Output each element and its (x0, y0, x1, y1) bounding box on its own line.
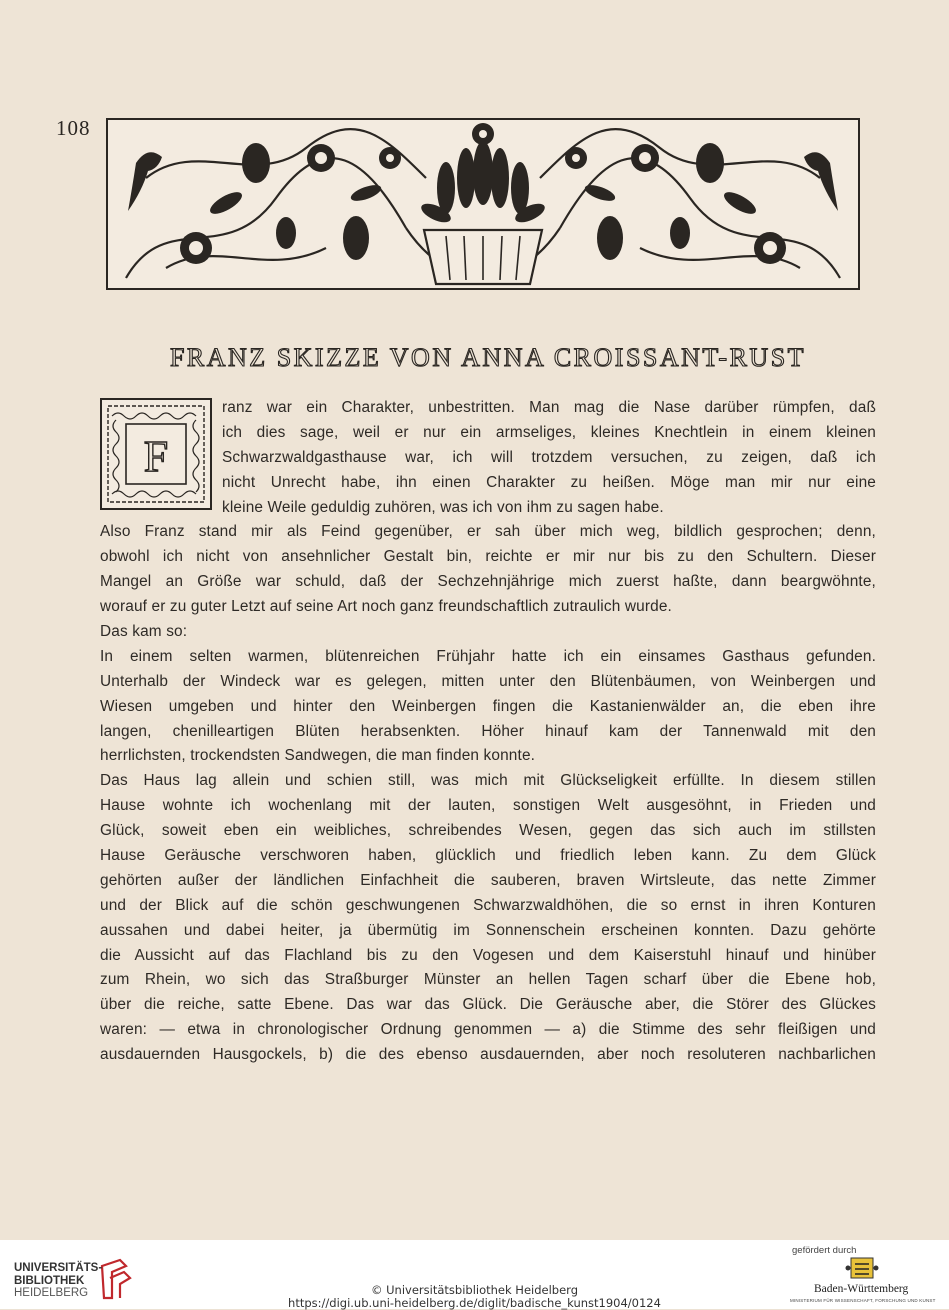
text-line: Hause wohnte ich wochenlang mit der lauten, sonstigen Welt ausgesöhnt, in Frieden und (100, 797, 876, 815)
text-line: ich dies sage, weil er nur ein armseliges, kleines Knechtlein in einem kleinen (222, 423, 876, 441)
text-line: Unterhalb der Windeck war es gelegen, mitten unter den Blütenbäumen, von Weinbergen und (100, 672, 876, 690)
ministry-name: MINISTERIUM FÜR WISSENSCHAFT, FORSCHUNG UND KUNST (790, 1298, 936, 1303)
copyright-notice: © Universitätsbibliothek Heidelberg (370, 1283, 578, 1297)
text-line: In einem selten warmen, blütenreichen Frühjahr hatte ich ein einsames Gasthaus gefunden. (100, 647, 876, 665)
text-line: die Aussicht auf das Flachland bis zu den Vogesen und dem Kaiserstuhl hinauf und hinüber (100, 946, 876, 964)
text-line: und der Blick auf die schön geschwungenen Schwarzwaldhöhen, die so ernst in ihren Konturen (100, 896, 876, 914)
text-line: Wiesen umgeben und hinter den Weinbergen fingen die Kastanienwälder an, die eben ihre (100, 697, 876, 715)
article-title: FRANZ SKIZZE VON ANNA CROISSANT-RUST (169, 343, 807, 372)
text-line: Das kam so: (100, 623, 188, 641)
text-line: nicht Unrecht habe, ihn einen Charakter zu heißen. Möge man mir nur eine (222, 473, 876, 491)
page-number: 108 (56, 116, 91, 140)
text-line: über die reiche, satte Ebene. Das war das Glück. Die Geräusche aber, die Störer des Glückes (100, 996, 876, 1014)
state-name: Baden-Württemberg (814, 1283, 909, 1295)
library-line-2: BIBLIOTHEK (14, 1274, 85, 1287)
text-line: kleine Weile geduldig zuhören, was ich von ihm zu sagen habe. (222, 498, 664, 516)
text-line: Schwarzwaldgasthause war, ich will trotzdem versuchen, zu zeigen, daß ich (222, 448, 876, 466)
text-line: Das Haus lag allein und schien still, was mich mit Glückseligkeit erfüllte. In diesem stillen (100, 772, 876, 790)
text-line: ranz war ein Charakter, unbestritten. Man mag die Nase darüber rümpfen, daß (222, 399, 876, 416)
text-line: waren: — etwa in chronologischer Ordnung genommen — a) die Stimme des sehr fleißigen und (100, 1021, 876, 1039)
text-line: zum Rhein, wo sich das Straßburger Münster an hellen Tagen scharf über die Ebene hob, (100, 971, 876, 989)
text-line: Mangel an Größe war schuld, daß der Sechzehnjährige mich zuerst haßte, dann beargwöhnte, (100, 573, 876, 591)
floral-header-ornament (106, 118, 860, 290)
text-line: Glück, soweit eben ein weibliches, schreibendes Wesen, gegen das sich auch im stillsten (100, 822, 876, 840)
permalink-url[interactable]: https://digi.ub.uni-heidelberg.de/diglit/badische_kunst1904/0124 (288, 1296, 661, 1310)
text-line: Also Franz stand mir als Feind gegenüber, er sah über mich weg, bildlich gesprochen; denn, (100, 523, 876, 541)
text-line: worauf er zu guter Letzt auf seine Art noch ganz freundschaftlich zutraulich wurde. (100, 598, 672, 616)
library-line-3: HEIDELBERG (14, 1287, 89, 1299)
text-line: aussahen und dabei heiter, ja übermütig im Sonnenschein erscheinen konnten. Dazu gehörte (100, 921, 876, 939)
baden-wuerttemberg-crest-icon (845, 1256, 879, 1280)
text-line: Hause Geräusche verschworen haben, glücklich und friedlich leben kann. Zu dem Glück (100, 847, 876, 865)
body-text (100, 396, 876, 1068)
library-line-1: UNIVERSITÄTS- (14, 1262, 103, 1274)
text-line: ausdauernden Hausgockels, b) die des ebenso ausdauernden, aber noch resoluteren nachbarlichen (100, 1046, 876, 1064)
text-line: langen, chenilleartigen Blüten herabsenkten. Höher hinauf kam der Tannenwald mit den (100, 722, 876, 740)
text-line: obwohl ich nicht von ansehnlicher Gestalt bin, reichte er mir nur bis zu den Schultern. Dieser (100, 548, 876, 566)
text-line: herrlichsten, trockendsten Sandwegen, die man finden konnte. (100, 747, 536, 765)
initial-letter: F (143, 432, 169, 481)
funded-by-label: gefördert durch (792, 1245, 857, 1256)
text-line: gehörten außer der ländlichen Einfachheit die sauberen, braven Wirtsleute, das nette Zimmer (100, 871, 876, 889)
